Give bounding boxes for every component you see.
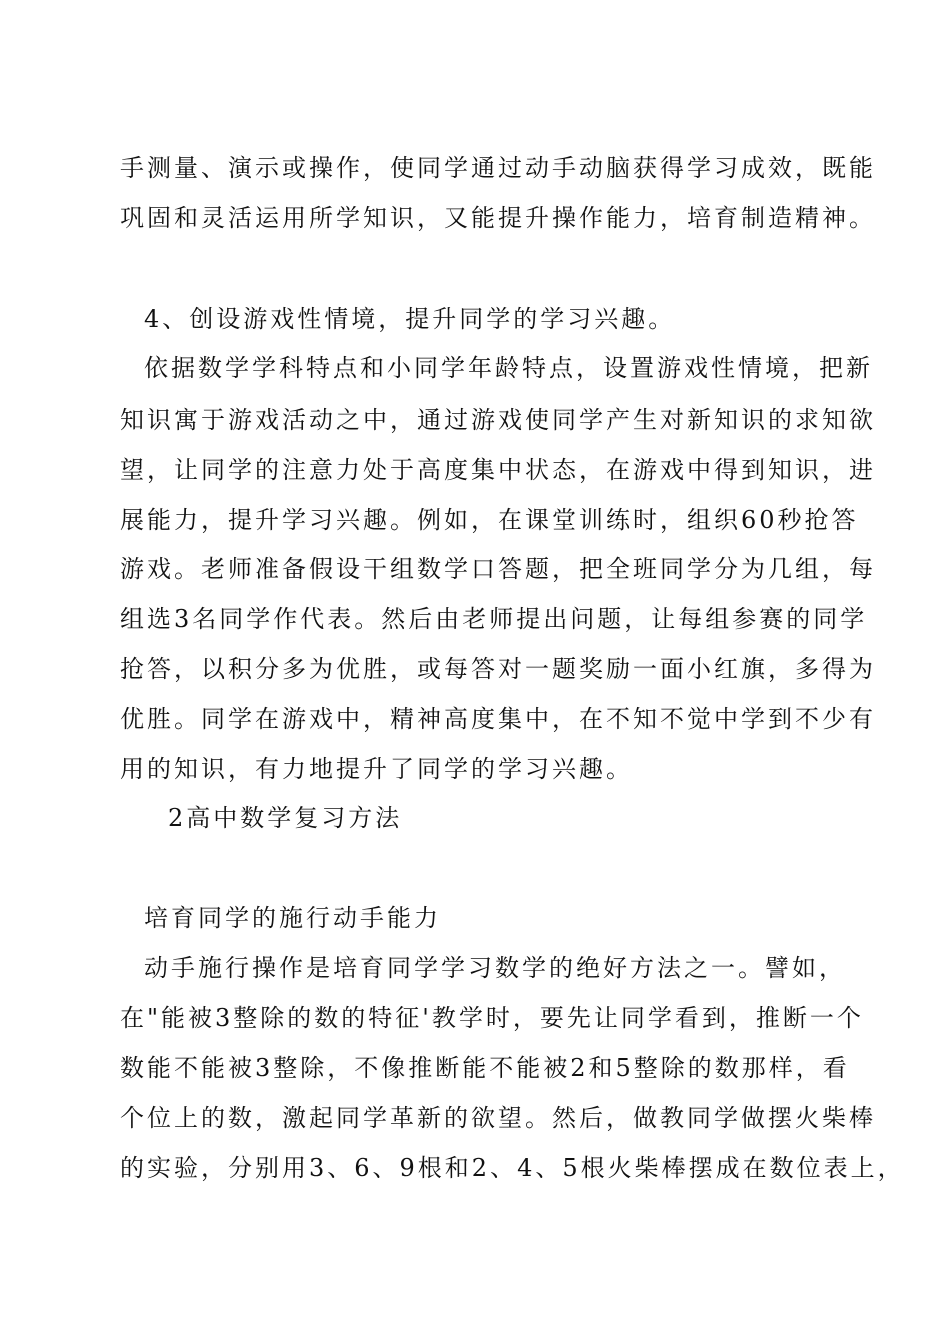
text-line: 展能力，提升学习兴趣。例如，在课堂训练时，组织60秒抢答: [120, 506, 859, 534]
section-heading: 4、创设游戏性情境，提升同学的学习兴趣。: [144, 305, 676, 333]
text-line: 望，让同学的注意力处于高度集中状态，在游戏中得到知识，进: [120, 456, 876, 484]
text-line: 优胜。同学在游戏中，精神高度集中，在不知不觉中学到不少有: [120, 705, 876, 733]
text-line: 依据数学学科特点和小同学年龄特点，设置游戏性情境，把新: [144, 354, 873, 382]
text-line: 组选3名同学作代表。然后由老师提出问题，让每组参赛的同学: [120, 605, 868, 633]
text-line: 在"能被3整除的数的特征'教学时，要先让同学看到，推断一个: [120, 1004, 864, 1032]
text-line: 的实验，分别用3、6、9根和2、4、5根火柴棒摆成在数位表上，: [120, 1154, 905, 1182]
text-line: 抢答，以积分多为优胜，或每答对一题奖励一面小红旗，多得为: [120, 655, 876, 683]
text-line: 个位上的数，激起同学革新的欲望。然后，做教同学做摆火柴棒: [120, 1104, 876, 1132]
section-heading: 培育同学的施行动手能力: [144, 904, 441, 932]
text-line: 游戏。老师准备假设干组数学口答题，把全班同学分为几组，每: [120, 555, 876, 583]
text-line: 数能不能被3整除，不像推断能不能被2和5整除的数那样，看: [120, 1054, 850, 1082]
text-line: 用的知识，有力地提升了同学的学习兴趣。: [120, 755, 633, 783]
text-line: 巩固和灵活运用所学知识，又能提升操作能力，培育制造精神。: [120, 204, 876, 232]
text-line: 知识寓于游戏活动之中，通过游戏使同学产生对新知识的求知欲: [120, 406, 876, 434]
text-line: 手测量、演示或操作，使同学通过动手动脑获得学习成效，既能: [120, 154, 876, 182]
section-heading: 2高中数学复习方法: [168, 804, 403, 832]
text-line: 动手施行操作是培育同学学习数学的绝好方法之一。譬如，: [144, 954, 846, 982]
